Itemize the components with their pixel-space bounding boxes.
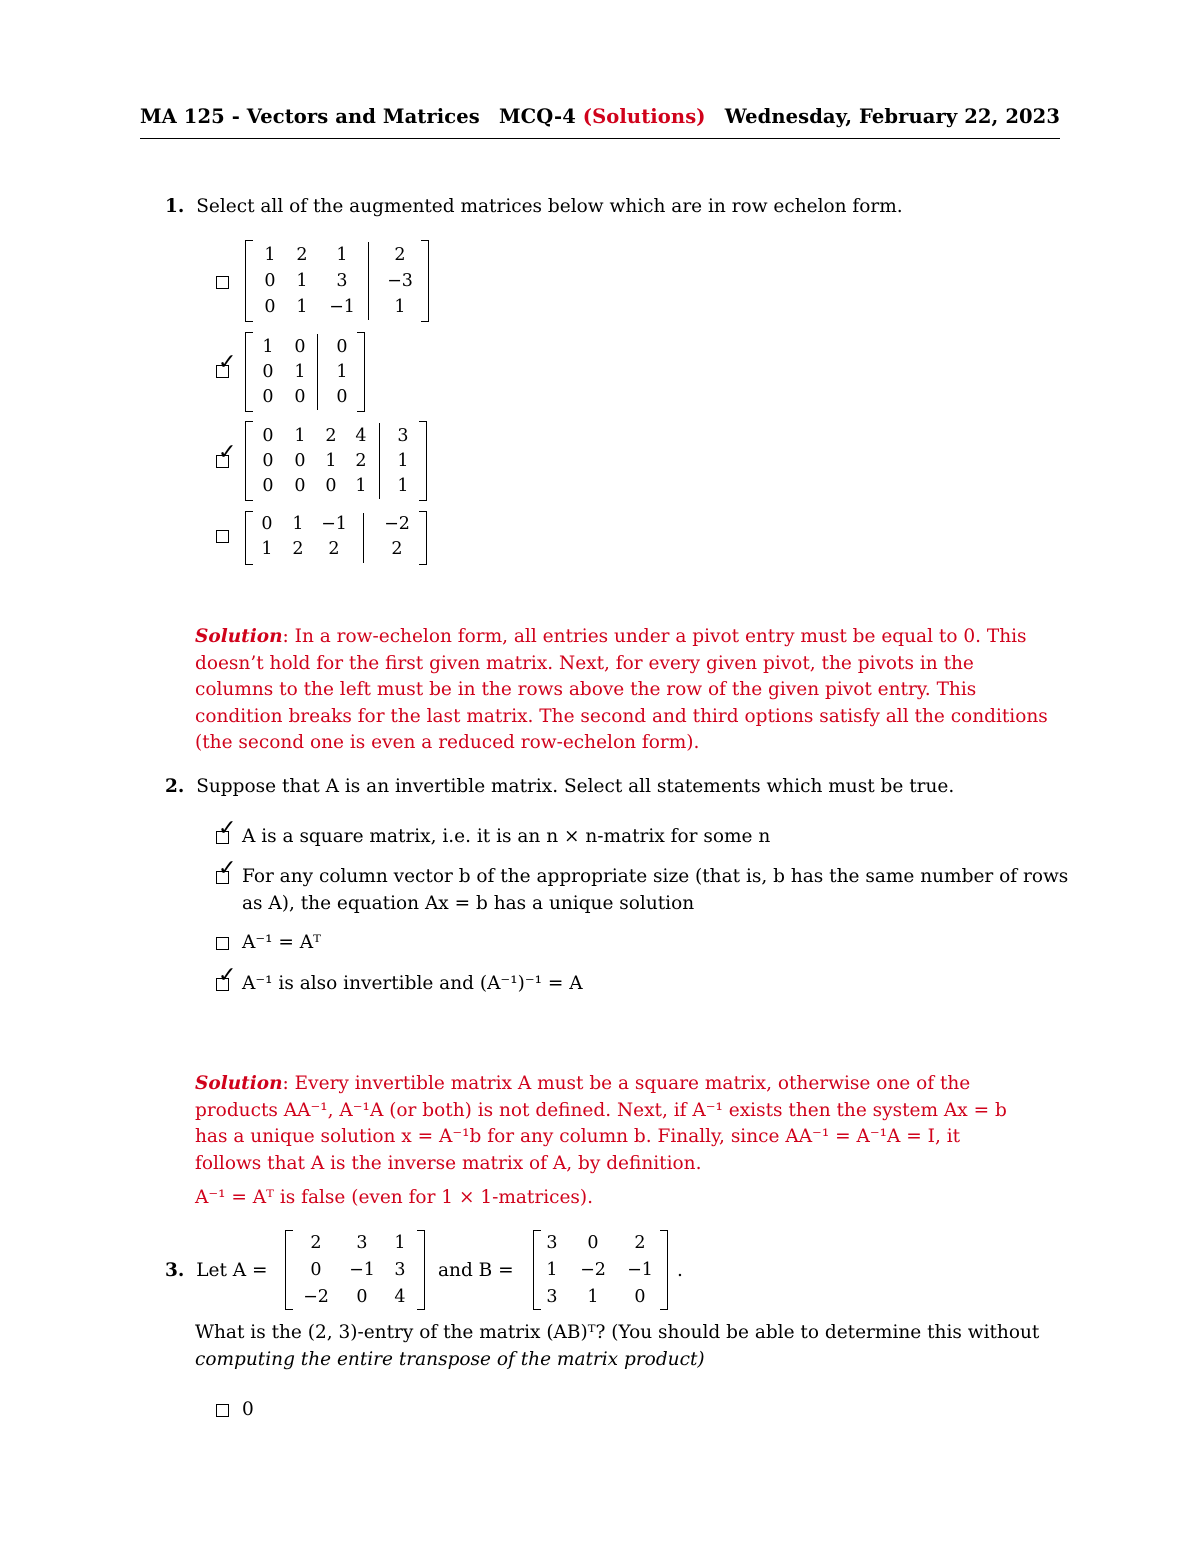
quiz-name: MCQ-4 [498, 104, 576, 128]
matrix-entry: 1 [587, 1287, 599, 1307]
matrix-entry: −2 [384, 514, 410, 534]
matrix-entry: 1 [296, 297, 308, 317]
matrix-entry: −2 [303, 1287, 329, 1307]
matrix-entry: 0 [294, 451, 306, 471]
matrix-entry: 0 [634, 1287, 646, 1307]
matrix-bracket [245, 421, 253, 501]
question-prompt: Select all of the augmented matrices below which are in row echelon form. [196, 196, 903, 217]
matrix-entry: 2 [328, 539, 340, 559]
matrix-entry: 4 [355, 426, 367, 446]
and-b-label: and B = [438, 1260, 514, 1281]
matrix-entry: −1 [349, 1260, 375, 1280]
q2-option-3: A⁻¹ = Aᵀ [242, 932, 321, 953]
matrix-entry: 3 [546, 1233, 558, 1253]
matrix-bracket [421, 240, 429, 322]
matrix-entry: 0 [294, 387, 306, 407]
matrix-entry: 1 [355, 476, 367, 496]
check-mark-icon: ✓ [218, 350, 237, 375]
matrix-entry: −2 [580, 1260, 606, 1280]
matrix-entry: 1 [264, 245, 276, 265]
q2-option-1: A is a square matrix, i.e. it is an n × n-matrix for some n [242, 826, 771, 847]
check-mark-icon: ✓ [218, 963, 237, 988]
matrix-entry: 2 [296, 245, 308, 265]
matrix-entry: 3 [336, 271, 348, 291]
matrix-entry: 1 [336, 362, 348, 382]
checkbox-unchecked[interactable] [216, 1404, 229, 1417]
let-label: Let A = [196, 1260, 268, 1281]
period: . [677, 1260, 683, 1281]
question-number: 2. [165, 776, 185, 797]
matrix-entry: 2 [355, 451, 367, 471]
solution-1: Solution: In a row-echelon form, all entries under a pivot entry must be equal to 0. This doesn’t hold for the first given matrix. Next, for every given pivot, the pivots in the columns to the left must be in the rows above the row of the given pivot entry. This condition breaks for the last matrix. The second and third options satisfy all the conditions (the second one is even a reduced row-echelon form). [195, 626, 1048, 753]
course-title: MA 125 - Vectors and Matrices [140, 104, 480, 128]
page-header [140, 100, 1060, 132]
matrix-option-1 [245, 240, 435, 324]
matrix-option-3 [245, 421, 435, 505]
matrix-entry: 2 [394, 245, 406, 265]
checkbox-unchecked[interactable] [216, 937, 229, 950]
q2-option-4: A⁻¹ is also invertible and (A⁻¹)⁻¹ = A [242, 973, 583, 994]
checkbox-unchecked[interactable] [216, 530, 229, 543]
matrix-entry: 2 [325, 426, 337, 446]
matrix-entry: 3 [394, 1260, 406, 1280]
solutions-label: (Solutions) [582, 104, 706, 128]
augment-bar [317, 334, 318, 410]
q3-question: What is the (2, 3)-entry of the matrix (AB)ᵀ? (You should be able to determine this without computing the entire transpose of the matrix product) [195, 1322, 1040, 1370]
q3-option-1: 0 [242, 1399, 254, 1420]
augment-bar [379, 423, 380, 499]
header-rule [140, 138, 1060, 139]
matrix-a [285, 1230, 430, 1314]
solution-label: Solution [195, 626, 283, 647]
matrix-entry: 0 [587, 1233, 599, 1253]
matrix-entry: 0 [325, 476, 337, 496]
q2-option-2: For any column vector b of the appropriate size (that is, b has the same number of rows as A), the equation Ax = b has a unique solution [242, 866, 1069, 914]
check-mark-icon: ✓ [218, 856, 237, 881]
matrix-bracket [245, 240, 253, 322]
matrix-b [533, 1230, 678, 1314]
matrix-entry: 3 [397, 426, 409, 446]
matrix-entry: 0 [262, 476, 274, 496]
question-1 [165, 194, 903, 221]
matrix-entry: 0 [356, 1287, 368, 1307]
matrix-entry: 1 [325, 451, 337, 471]
matrix-entry: 1 [296, 271, 308, 291]
matrix-entry: 2 [391, 539, 403, 559]
check-mark-icon: ✓ [218, 816, 237, 841]
solution-label: Solution [195, 1073, 283, 1094]
matrix-entry: −3 [387, 271, 413, 291]
matrix-entry: 1 [294, 426, 306, 446]
matrix-entry: 1 [394, 1233, 406, 1253]
question-2 [165, 774, 954, 801]
matrix-entry: 1 [397, 451, 409, 471]
matrix-entry: 3 [546, 1287, 558, 1307]
quiz-title [499, 105, 706, 128]
matrix-entry: 1 [292, 514, 304, 534]
matrix-entry: 0 [264, 271, 276, 291]
matrix-entry: 0 [336, 387, 348, 407]
check-mark-icon: ✓ [218, 440, 237, 465]
matrix-entry: 0 [261, 514, 273, 534]
matrix-bracket [357, 332, 365, 412]
matrix-entry: 2 [634, 1233, 646, 1253]
question-3 [165, 1258, 268, 1285]
matrix-entry: −1 [321, 514, 347, 534]
matrix-entry: 1 [394, 297, 406, 317]
matrix-bracket [419, 511, 427, 565]
matrix-entry: 1 [294, 362, 306, 382]
matrix-entry: 1 [261, 539, 273, 559]
matrix-entry: 1 [262, 337, 274, 357]
matrix-entry: 3 [356, 1233, 368, 1253]
matrix-entry: 4 [394, 1287, 406, 1307]
matrix-entry: 2 [310, 1233, 322, 1253]
matrix-option-4 [245, 511, 435, 571]
matrix-entry: 0 [310, 1260, 322, 1280]
matrix-bracket [660, 1230, 668, 1310]
matrix-bracket [245, 332, 253, 412]
question-number: 3. [165, 1260, 185, 1281]
checkbox-unchecked[interactable] [216, 276, 229, 289]
matrix-entry: −1 [627, 1260, 653, 1280]
matrix-entry: 0 [262, 426, 274, 446]
question-prompt: Suppose that A is an invertible matrix. Select all statements which must be true. [196, 776, 955, 797]
matrix-entry: 1 [546, 1260, 558, 1280]
matrix-bracket [285, 1230, 293, 1310]
solution-2: Solution: Every invertible matrix A must be a square matrix, otherwise one of the products AA⁻¹, A⁻¹A (or both) is not defined. Next, if A⁻¹ exists then the system Ax = b has a unique solution x = A⁻¹b for any column b. Finally, since AA⁻¹ = A⁻¹A = I, it follows that A is the inverse matrix of A, by definition. A⁻¹ = Aᵀ is false (even for 1 × 1-matrices). [195, 1073, 1007, 1208]
quiz-date: Wednesday, February 22, 2023 [724, 104, 1060, 128]
matrix-entry: −1 [329, 297, 355, 317]
question-number: 1. [165, 196, 185, 217]
matrix-bracket [417, 1230, 425, 1310]
matrix-entry: 0 [264, 297, 276, 317]
augment-bar [363, 513, 364, 563]
matrix-entry: 1 [336, 245, 348, 265]
matrix-bracket [419, 421, 427, 501]
matrix-entry: 2 [292, 539, 304, 559]
matrix-entry: 0 [294, 337, 306, 357]
matrix-option-2 [245, 332, 370, 416]
matrix-entry: 0 [262, 451, 274, 471]
matrix-entry: 0 [336, 337, 348, 357]
matrix-entry: 0 [262, 362, 274, 382]
matrix-entry: 0 [262, 387, 274, 407]
matrix-entry: 0 [294, 476, 306, 496]
matrix-entry: 1 [397, 476, 409, 496]
augment-bar [368, 242, 369, 320]
